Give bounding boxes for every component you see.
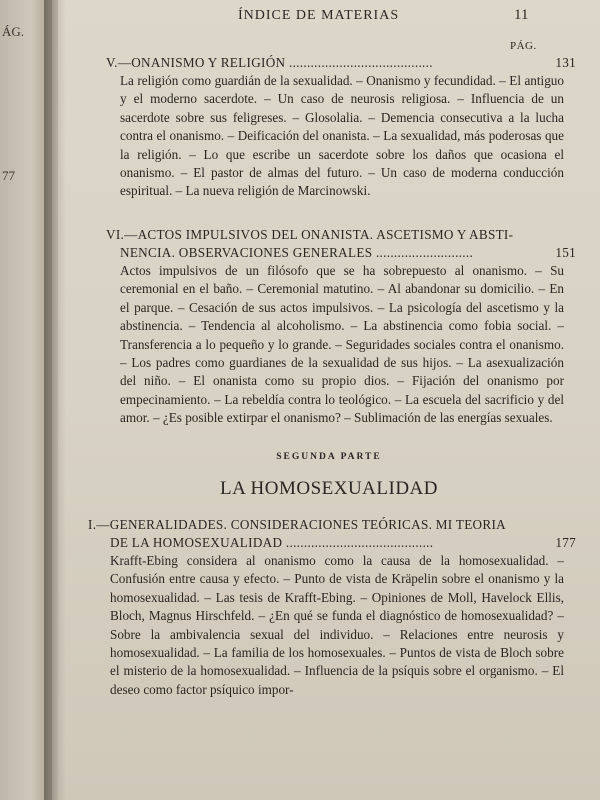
entry-title [106,226,576,262]
entry-page-number: 151 [555,245,576,260]
entry-summary: Krafft-Ebing considera al onanismo como la causa de la homosexualidad. – Confusión entre causa y efecto. – Punto de vista de Kräpelin sobre el onanismo y la homosexualidad. – Las tesis de Krafft-Ebing. – Opiniones de Moll, Havelock Ellis, Bloch, Magnus Hirschfeld. – ¿En qué se funda el diagnóstico de homosexualidad? – Sobre la ambivalencia sexual del individuo. – Relaciones entre neurosis y homosexualidad. – La familia de los homosexuales. – Puntos de vista de Bloch sobre el misterio de la homosexualidad. – Influencia de la psíquis sobre el organismo. – El deseo como factor psíquico impor- [110,553,564,697]
left-page-fragment-top: ÁG. [2,24,25,39]
toc-entry [88,516,576,699]
left-page-fragment-mid: 77 [2,168,15,183]
entry-page-number: 131 [555,55,576,70]
entry-summary: La religión como guardián de la sexualidad. – Onanismo y fecundidad. – El antiguo y el moderno sacerdote. – Un caso de neurosis religiosa. – Influencia de un sacerdote sobre sus feligreses. – Glosolalia. – Demencia consecutiva a la lucha contra el onanismo. – Deificación del onanista. – La sexualidad, más poderosas que la religión. – Lo que escribe un sacerdote sobre los daños que ocasiona el onanismo. – El pastor de almas del futuro. – Un caso de moderna conducción espiritual. – La nueva religión de Marcinowski. [120,73,564,199]
toc-entry [106,54,576,201]
entry-title-line: NENCIA. OBSERVACIONES GENERALES ........................... [120,245,474,260]
entry-title-line: DE LA HOMOSEXUALIDAD ......................................... [110,535,434,550]
toc-entry [106,226,576,428]
entry-title-line: V.—ONANISMO Y RELIGIÓN ........................................ [106,55,433,70]
entry-summary: Actos impulsivos de un filósofo que se ha sobrepuesto al onanismo. – Su ceremonial en el baño. – Ceremonial matutino. – Al abandonar su domicilio. – En el parque. – Cesación de sus actos impulsivos. – La psicología del ascetismo y la abstinencia. – Tendencia al alcoholismo. – La abstinencia como fobia social. – Transferencia a lo pequeño y lo grande. – Seguridades sociales contra el onanismo. – Los padres como guardianes de la sexualidad de sus hijos. – La asexualización del niño. – El onanista como su propio dios. – Fijación del onanismo por empecinamiento. – La rebeldía contra lo teológico. – La escuela del sacrificio y del amor. – ¿Es posible extirpar el onanismo? – Sublimación de las energías sexuales. [120,263,564,426]
part-title: LA HOMOSEXUALIDAD [219,478,439,499]
entry-title [88,516,576,552]
pag-label: PÁG. [510,40,537,52]
entry-page-number: 177 [555,535,576,550]
page-number: 11 [514,7,529,23]
entry-title-line: VI.—ACTOS IMPULSIVOS DEL ONANISTA. ASCETISMO Y ABSTI- [106,227,514,242]
book-gutter-shadow [44,0,66,800]
running-head: ÍNDICE DE MATERIAS [238,8,400,23]
entry-title-line: I.—GENERALIDADES. CONSIDERACIONES TEÓRICAS. MI TEORIA [88,517,506,532]
part-label: SEGUNDA PARTE [276,452,382,462]
book-page [58,0,600,800]
entry-title [106,54,576,72]
